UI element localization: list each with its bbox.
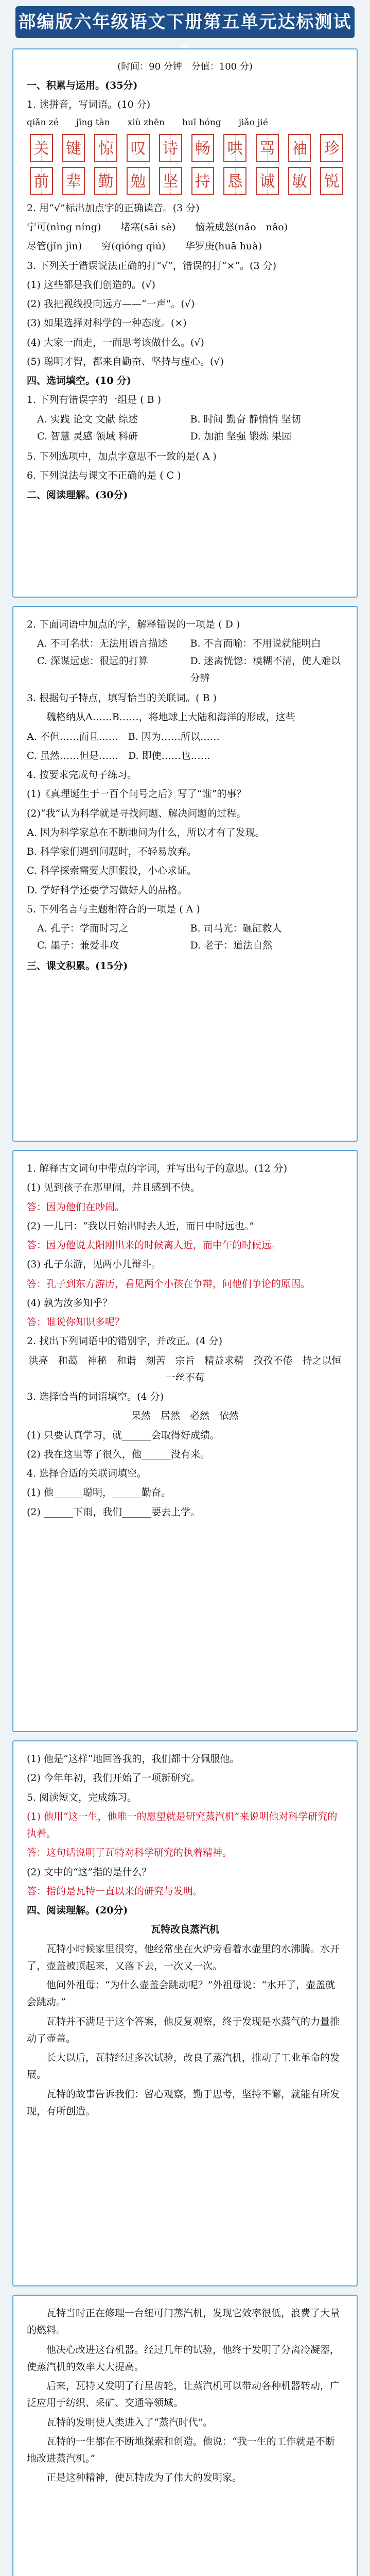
reading-paragraph: 正是这种精神，使瓦特成为了伟大的发明家。 bbox=[46, 2472, 242, 2484]
part3-heading: 三、课文积累。(15分) bbox=[27, 960, 128, 972]
char-cell: 骂 bbox=[256, 134, 279, 162]
q3-item: (1) 这些都是我们创造的。(√) bbox=[27, 279, 155, 291]
char-cell: 敏 bbox=[288, 167, 311, 195]
q3-item: (2) 我把视线投向远方——“一声”。(√) bbox=[27, 298, 195, 310]
item: (2) 今年年初，我们开始了一项新研究。 bbox=[27, 1772, 200, 1784]
q2-option-line: C. 虽然……但是…… D. 即使……也…… bbox=[27, 750, 210, 761]
q2-option-line: A. 不但……而且…… B. 因为……所以…… bbox=[27, 731, 220, 742]
char-cell: 键 bbox=[62, 134, 85, 162]
q3-item: (3) 如果选择对科学的一种态度。(×) bbox=[27, 317, 187, 329]
option: C. 深谋远虑：很远的打算 bbox=[37, 655, 148, 667]
q3: 4. 按要求完成句子练习。 bbox=[27, 769, 137, 781]
q3: 3. 下列关于错误说法正确的打“√”，错误的打“×”。(3 分) bbox=[27, 260, 277, 272]
q5: 5. 下列选项中，加点字意思不一致的是( A ) bbox=[27, 451, 217, 462]
q1-answer: 答：孔子到东方游历，看见两个小孩在争辩，问他们争论的原因。 bbox=[27, 1278, 311, 1290]
option: A. 不可名状：无法用语言描述 bbox=[37, 638, 168, 650]
char-cell: 关 bbox=[30, 134, 53, 162]
q1-item: (3) 孔子东游，见两小儿辩斗。 bbox=[27, 1259, 161, 1270]
char-cell: 叹 bbox=[127, 134, 150, 162]
char-cell: 珍 bbox=[320, 134, 343, 162]
option: C. 墨子：兼爱非攻 bbox=[37, 940, 119, 952]
q2-line-b: 尽管(jǐn jìn) 穷(qióng qiú) 华罗庚(huā huà) bbox=[27, 241, 262, 252]
q2: 3. 根据句子特点，填写恰当的关联词。( B ) bbox=[27, 692, 217, 704]
reading-paragraph: 瓦特的一生都在不断地探索和创造。他说：“我一生的工作就是不断地改进蒸汽机。” bbox=[27, 2435, 335, 2464]
reading-paragraph: 瓦特并不满足于这个答案，他反复观察，终于发现是水蒸气的力量推动了壶盖。 bbox=[27, 2015, 340, 2044]
reading-paragraph: 瓦特的故事告诉我们：留心观察，勤于思考，坚持不懈，就能有所发现，有所创造。 bbox=[27, 2088, 340, 2117]
pinyin-line: qiǎn zé jīng tàn xiù zhēn huī hóng jiǎo jié bbox=[27, 117, 268, 128]
q4-item: (1) 他______聪明，______勤奋。 bbox=[27, 1487, 171, 1499]
option: A. 孔子：学而时习之 bbox=[37, 923, 129, 934]
char-cell: 畅 bbox=[191, 134, 215, 162]
reading-paragraph: 他决心改进这台机器。经过几年的试验，他终于发明了分离冷凝器，使蒸汽机的效率大大提高。 bbox=[27, 2344, 340, 2372]
part4-heading: 四、阅读理解。(20分) bbox=[27, 1905, 128, 1916]
section-card-4 bbox=[12, 1740, 358, 2286]
q5-sub: (1) 他用“这一生，他唯一的愿望就是研究蒸汽机”来说明他对科学研究的执着。 bbox=[27, 1810, 338, 1839]
q4: 5. 下列名言与主题相符合的一项是 ( A ) bbox=[27, 903, 200, 915]
q1-answer: 答：因为他们在吵闹。 bbox=[27, 1201, 125, 1213]
q3-item: (2) 我在这里等了很久，他______没有来。 bbox=[27, 1448, 210, 1460]
reading-paragraph: 瓦特当时正在修理一台纽可门蒸汽机，发现它效率很低，浪费了大量的燃料。 bbox=[27, 2308, 340, 2336]
char-grid-row-2 bbox=[30, 167, 343, 195]
section-card-5 bbox=[12, 2295, 358, 2576]
q3-item: C. 科学探索需要大胆假设，小心求证。 bbox=[27, 865, 197, 877]
q3-item: D. 学好科学还要学习做好人的品格。 bbox=[27, 884, 187, 896]
reading-paragraph: 长大以后，瓦特经过多次试验，改良了蒸汽机，推动了工业革命的发展。 bbox=[27, 2052, 340, 2081]
char-cell: 诗 bbox=[159, 134, 182, 162]
q3-item: (5) 聪明才智，都来自勤奋、坚持与虚心。(√) bbox=[27, 355, 224, 367]
q2: 2. 找出下列词语中的错别字，并改正。(4 分) bbox=[27, 1335, 223, 1347]
q3-item: (4) 大家一面走，一面思考该做什么。(√) bbox=[27, 336, 204, 348]
title-bar bbox=[15, 6, 355, 38]
option: B. 司马光：砸缸救人 bbox=[190, 923, 282, 934]
char-cell: 持 bbox=[191, 167, 215, 195]
part2-heading: 二、阅读理解。(30分) bbox=[27, 489, 128, 501]
option: D. 老子：道法自然 bbox=[190, 940, 273, 952]
char-cell: 坚 bbox=[159, 167, 182, 195]
char-cell: 恳 bbox=[223, 167, 246, 195]
q5-answer: 答：指的是瓦特一直以来的研究与发明。 bbox=[27, 1885, 203, 1897]
item: (1) 他是“这样”地回答我的，我们都十分佩服他。 bbox=[27, 1753, 240, 1765]
q3-item: A. 因为科学家总在不断地问为什么，所以才有了发现。 bbox=[27, 826, 265, 838]
exam-meta: (时间：90 分钟 分值：100 分) bbox=[117, 61, 253, 72]
q1: 1. 读拼音，写词语。(10 分) bbox=[27, 98, 151, 110]
q2-line-a: 宁可(nìng níng) 堵塞(sāi sè) 恼羞成怒(nǎo nǎo) bbox=[27, 222, 288, 233]
reading-paragraph: 瓦特小时候家里很穷，他经常坐在火炉旁看着水壶里的水沸腾。水开了，壶盖被顶起来，又落下去，一次又一次。 bbox=[27, 1943, 340, 1972]
option: B. 不言而喻：不用说就能明白 bbox=[190, 638, 321, 650]
q2-text: 魏格纳从A……B……，将地球上大陆和海洋的形成，这些 bbox=[46, 711, 295, 723]
char-cell: 袖 bbox=[288, 134, 311, 162]
reading-paragraph: 他问外祖母：“为什么壶盖会跳动呢？”外祖母说：“水开了，壶盖就会跳动。” bbox=[27, 1979, 336, 2008]
q3-item: (1)《真理诞生于一百个问号之后》写了“谁”的事？ bbox=[27, 788, 246, 800]
char-cell: 前 bbox=[30, 167, 53, 195]
option: B. 时间 勤奋 静悄悄 坚韧 bbox=[190, 413, 301, 425]
q1-options bbox=[37, 635, 343, 687]
q2: 2. 用“√”标出加点字的正确读音。(3 分) bbox=[27, 202, 200, 214]
q1-answer: 答：谁说你知识多呢？ bbox=[27, 1316, 125, 1328]
part1-heading: 一、积累与运用。(35分) bbox=[27, 79, 138, 91]
q4-heading: 四、选词填空。(10 分) bbox=[27, 375, 132, 386]
section-card-2 bbox=[12, 606, 358, 1142]
q1-answer: 答：因为他说太阳刚出来的时候离人近，而中午的时候远。 bbox=[27, 1240, 281, 1251]
q1-item: (4) 孰为汝多知乎？ bbox=[27, 1297, 112, 1309]
q3-item: (2)“我”认为科学就是寻找问题、解决问题的过程。 bbox=[27, 807, 246, 819]
q1-item: (2) 一儿曰：“我以日始出时去人近，而日中时远也。” bbox=[27, 1220, 254, 1232]
char-cell: 勤 bbox=[94, 167, 117, 195]
option: C. 智慧 灵感 领域 科研 bbox=[37, 430, 138, 442]
q3: 3. 选择恰当的词语填空。(4 分) bbox=[27, 1391, 164, 1402]
char-cell: 勉 bbox=[127, 167, 150, 195]
q4-item: (2) ______下雨，我们______要去上学。 bbox=[27, 1506, 200, 1518]
page-title: 部编版六年级语文下册第五单元达标测试 bbox=[18, 12, 352, 32]
reading-paragraph: 后来，瓦特又发明了行星齿轮，让蒸汽机可以带动各种机器转动，广泛应用于纺织、采矿、交通等领域。 bbox=[27, 2380, 340, 2409]
char-cell: 哄 bbox=[223, 134, 246, 162]
char-cell: 锐 bbox=[320, 167, 343, 195]
q3-words: 果然 居然 必然 依然 bbox=[131, 1410, 239, 1422]
q5-sub: (2) 文中的“这”指的是什么？ bbox=[27, 1866, 152, 1878]
q3-item: (1) 只要认真学习，就______会取得好成绩。 bbox=[27, 1429, 220, 1441]
section-card-3 bbox=[12, 1150, 358, 1732]
q2-words: 洪亮 和蔼 神秘 和谐 刻苦 宗旨 精益求精 孜孜不倦 持之以恒 一丝不苟 bbox=[28, 1354, 351, 1383]
char-cell: 辈 bbox=[62, 167, 85, 195]
q4-options bbox=[37, 411, 343, 446]
q4-options bbox=[37, 920, 343, 955]
q1-item: (1) 见到孩子在那里闹，并且感到不快。 bbox=[27, 1182, 200, 1194]
option: D. 迷离恍惚：模糊不清，使人难以分辨 bbox=[190, 655, 341, 684]
option: D. 加油 坚强 锻炼 果园 bbox=[190, 430, 292, 442]
section-card-1 bbox=[12, 48, 358, 598]
char-cell: 惊 bbox=[94, 134, 117, 162]
q1: 2. 下面词语中加点的字，解释错误的一项是 ( D ) bbox=[27, 619, 240, 630]
q4-question: 1. 下列有错误字的一组是 ( B ) bbox=[27, 394, 162, 406]
q5: 5. 阅读短文，完成练习。 bbox=[27, 1791, 137, 1803]
q4: 4. 选择合适的关联词填空。 bbox=[27, 1468, 147, 1479]
char-grid-row-1 bbox=[30, 134, 343, 162]
reading-paragraph: 瓦特的发明使人类进入了“蒸汽时代”。 bbox=[46, 2416, 213, 2428]
option: A. 实践 论文 文献 综述 bbox=[37, 413, 138, 425]
reading-title: 瓦特改良蒸汽机 bbox=[150, 1924, 219, 1936]
q5-answer: 答：这句话说明了瓦特对科学研究的执着精神。 bbox=[27, 1847, 233, 1859]
q1: 1. 解释古文词句中带点的字词，并写出句子的意思。(12 分) bbox=[27, 1163, 288, 1174]
q3-item: B. 科学家们遇到问题时，不轻易放弃。 bbox=[27, 846, 197, 857]
char-cell: 诚 bbox=[256, 167, 279, 195]
q6: 6. 下列说法与课文不正确的是 ( C ) bbox=[27, 470, 181, 482]
